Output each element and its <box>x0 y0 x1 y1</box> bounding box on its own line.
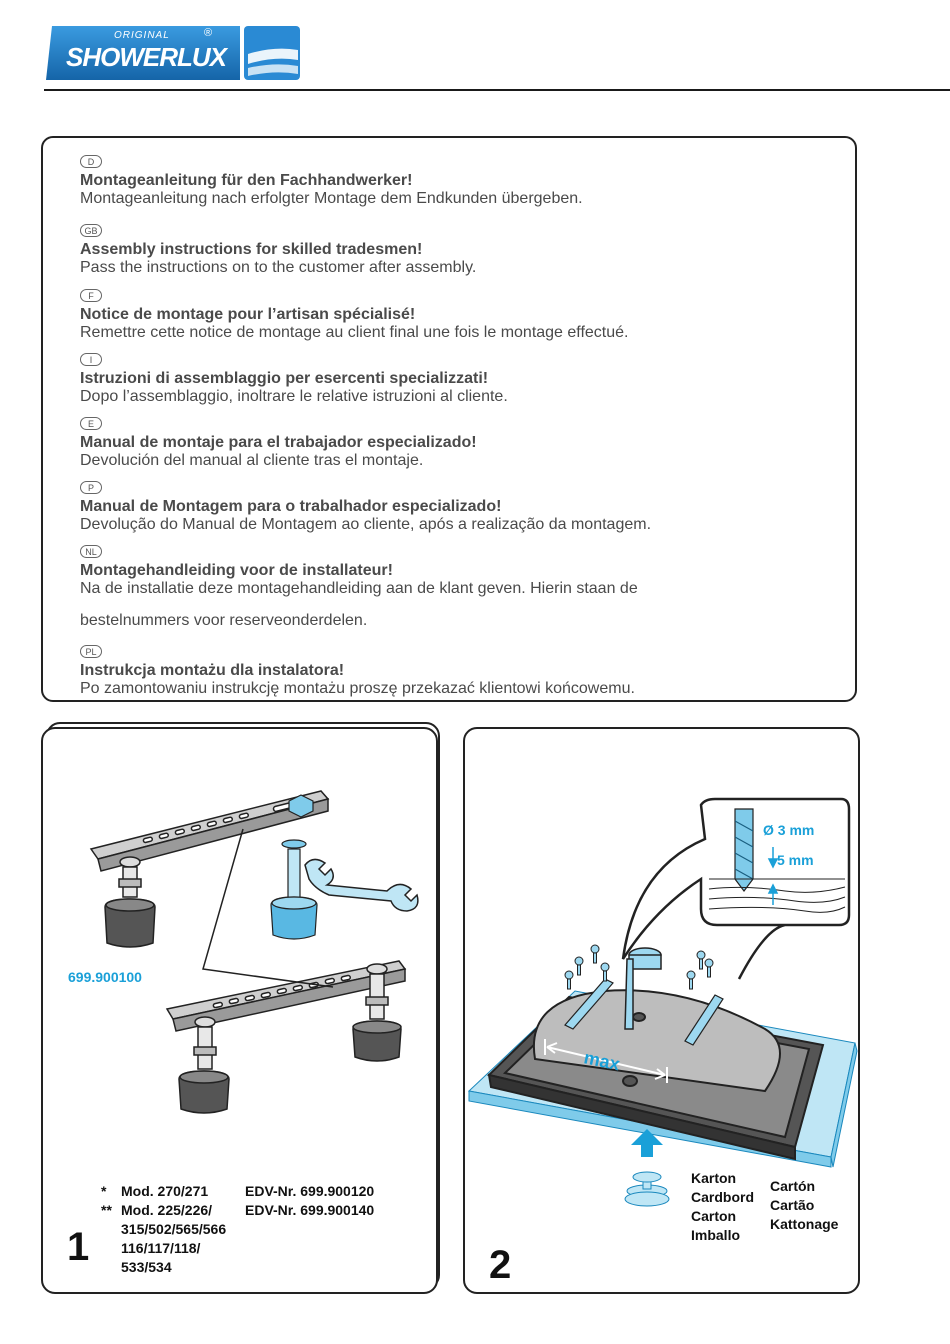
lang-text: Devolución del manual al cliente tras el montaje. <box>80 452 424 469</box>
lang-title: Assembly instructions for skilled tradesmen! <box>80 241 423 258</box>
carton-label: Cartão <box>770 1197 815 1213</box>
lang-text: Dopo l’assemblaggio, inoltrare le relative istruzioni al cliente. <box>80 388 508 405</box>
lang-text: Remettre cette notice de montage au client final une fois le montage effectué. <box>80 324 629 341</box>
logo-original: ORIGINAL <box>114 30 170 41</box>
model-mark <box>101 1258 121 1277</box>
carton-label: Cartón <box>770 1178 816 1194</box>
lang-badge: PL <box>80 645 102 658</box>
step-number: 2 <box>489 1243 512 1287</box>
lang-block-pl <box>80 642 635 697</box>
step1-panel <box>41 727 438 1294</box>
model-name: 315/502/565/566 <box>121 1221 227 1237</box>
lang-block-f <box>80 286 628 341</box>
model-name: 116/117/118/ <box>121 1240 201 1256</box>
carton-labels-col2 <box>770 1177 838 1234</box>
lang-title: Manual de montaje para el trabajador especializado! <box>80 434 477 451</box>
language-instructions-box <box>41 136 857 702</box>
lang-title: Notice de montage pour l’artisan spécialisé! <box>80 306 416 323</box>
step2-panel <box>463 727 860 1294</box>
lang-badge: NL <box>80 545 102 558</box>
leveling-foot-icon <box>625 1172 669 1206</box>
carton-label: Karton <box>691 1170 737 1186</box>
lang-text: Pass the instructions on to the customer after assembly. <box>80 259 477 276</box>
lang-block-p <box>80 478 651 533</box>
lang-badge: F <box>80 289 102 302</box>
model-mark: ** <box>101 1202 112 1218</box>
lang-badge: I <box>80 353 102 366</box>
logo-reg: ® <box>204 27 213 39</box>
model-mark: * <box>101 1183 107 1199</box>
model-name: 533/534 <box>121 1259 172 1275</box>
lang-badge: GB <box>80 224 102 237</box>
lang-text: Montageanleitung nach erfolgter Montage dem Endkunden übergeben. <box>80 190 583 207</box>
upper-foot <box>105 857 155 947</box>
carton-label: Imballo <box>691 1227 741 1243</box>
carton-label: Cardbord <box>691 1189 754 1205</box>
model-mark <box>101 1239 121 1258</box>
model-row <box>101 1258 374 1277</box>
model-row <box>101 1182 374 1201</box>
lang-title: Montagehandleiding voor de installateur! <box>80 562 393 579</box>
lang-text-cont: bestelnummers voor reserveonderdelen. <box>80 612 368 629</box>
model-list <box>101 1182 374 1277</box>
carton-labels-col1 <box>691 1169 754 1245</box>
lang-title: Instrukcja montażu dla instalatora! <box>80 662 345 679</box>
lower-foot-left <box>179 1017 229 1113</box>
lang-badge: P <box>80 481 102 494</box>
lang-block-e <box>80 414 477 469</box>
lang-block-gb <box>80 221 476 276</box>
model-edv: EDV-Nr. 699.900120 <box>245 1183 375 1199</box>
carton-label: Carton <box>691 1208 737 1224</box>
model-row <box>101 1201 374 1220</box>
lang-title: Montageanleitung für den Fachhandwerker! <box>80 172 413 189</box>
header-rule <box>44 89 950 91</box>
drill-diameter: Ø 3 mm <box>763 822 815 838</box>
model-mark <box>101 1220 121 1239</box>
lang-badge: E <box>80 417 102 430</box>
lang-text: Po zamontowaniu instrukcję montażu proszę przekazać klientowi końcowemu. <box>80 680 635 697</box>
model-name: Mod. 225/226/ <box>121 1202 213 1218</box>
lang-text: Devolução do Manual de Montagem ao cliente, após a realização da montagem. <box>80 516 652 533</box>
lang-title: Istruzioni di assemblaggio per esercenti specializzati! <box>80 370 489 387</box>
part-number: 699.900100 <box>68 969 142 985</box>
lang-badge: D <box>80 155 102 168</box>
showerlux-logo <box>44 24 302 82</box>
drill-depth: 5 mm <box>777 852 814 868</box>
model-name: Mod. 270/271 <box>121 1183 209 1199</box>
lang-block-d <box>80 152 583 207</box>
carton-label: Kattonage <box>770 1216 839 1232</box>
lang-text: Na de installatie deze montagehandleiding aan de klant geven. Hierin staan de <box>80 580 638 597</box>
model-row <box>101 1239 374 1258</box>
wrench-icon <box>305 859 418 911</box>
lang-block-nl <box>80 542 638 629</box>
step-number: 1 <box>67 1225 90 1269</box>
lang-block-i <box>80 350 508 405</box>
model-row <box>101 1220 374 1239</box>
logo-name: SHOWERLUX <box>66 42 226 72</box>
max-label: max <box>582 1047 622 1075</box>
lang-title: Manual de Montagem para o trabalhador especializado! <box>80 498 502 515</box>
model-edv: EDV-Nr. 699.900140 <box>245 1202 375 1218</box>
